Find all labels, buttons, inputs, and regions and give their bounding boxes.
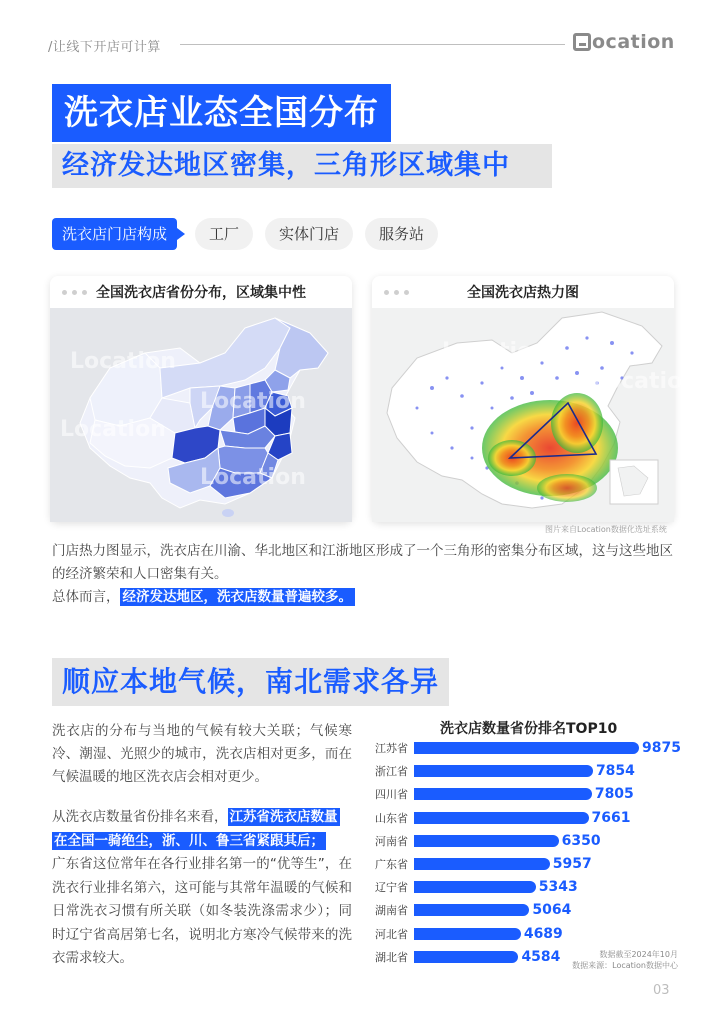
sub-title: 经济发达地区密集，三角形区域集中 bbox=[52, 144, 552, 188]
svg-text:Location: Location bbox=[592, 369, 698, 394]
bar-row bbox=[372, 786, 634, 802]
bar-row bbox=[372, 856, 592, 872]
conclusion-prefix: 总体而言， bbox=[52, 589, 120, 605]
bar-row bbox=[372, 879, 578, 895]
bar-mark bbox=[414, 812, 589, 824]
bar-row bbox=[372, 949, 560, 965]
paragraph-line: 门店热力图显示，洗衣店在川渝、华北地区和江浙地区形成了一个三角形的密集分布区域，这与这些地区的经济繁荣和人口密集有关。 bbox=[52, 543, 673, 582]
paragraph-conclusion bbox=[52, 586, 677, 609]
bar-value-label: 4689 bbox=[523, 925, 563, 942]
bar-value-label: 5957 bbox=[552, 856, 592, 872]
conclusion-highlight: 经济发达地区，洗衣店数量普遍较多。 bbox=[120, 588, 356, 606]
bar-mark bbox=[414, 951, 518, 963]
tab-factory[interactable]: 工厂 bbox=[195, 218, 253, 250]
tab-service-station[interactable]: 服务站 bbox=[365, 218, 438, 250]
svg-text:Location: Location bbox=[442, 339, 548, 364]
main-title: 洗衣店业态全国分布 bbox=[52, 84, 391, 142]
svg-text:Location: Location bbox=[200, 389, 306, 414]
bar-category-label: 河北省 bbox=[375, 927, 408, 941]
section-title: 顺应本地气候，南北需求各异 bbox=[52, 658, 449, 706]
header-tagline: /让线下开店可计算 bbox=[48, 40, 161, 55]
ranking-highlight-b: 在全国一骑绝尘，浙、川、鲁三省紧跟其后； bbox=[54, 832, 324, 849]
bar-row bbox=[372, 833, 601, 849]
card-title: 全国洗衣店省份分布，区域集中性 bbox=[96, 285, 306, 301]
bar-value-label: 7805 bbox=[594, 786, 634, 803]
bar-value-label: 5064 bbox=[532, 902, 572, 919]
image-source-caption: 图片来自Location数据化选址系统 bbox=[545, 525, 667, 534]
bar-mark bbox=[414, 904, 529, 916]
tab-physical-store[interactable]: 实体门店 bbox=[265, 218, 353, 250]
bar-mark bbox=[414, 742, 639, 754]
svg-text:Location: Location bbox=[200, 465, 306, 490]
bar-value-label: 4584 bbox=[521, 948, 561, 965]
bar-row bbox=[372, 740, 681, 756]
svg-text:Location: Location bbox=[70, 349, 176, 374]
ranking-rest: 广东省这位常年在各行业排名第一的“优等生”，在洗衣行业排名第六，这可能与其常年温暖的气候和日常洗衣习惯有所关联（如冬装洗涤需求少）；同时辽宁省高居第七名，说明北方寒冷气候带来的洗衣需求较大。 bbox=[52, 856, 352, 966]
china-choropleth-map bbox=[50, 308, 352, 522]
svg-text:Location: Location bbox=[60, 417, 166, 442]
china-heatmap bbox=[372, 308, 698, 522]
card-header bbox=[50, 276, 352, 308]
bar-mark bbox=[414, 788, 592, 800]
bar-value-label: 9875 bbox=[642, 740, 681, 756]
page-number: 03 bbox=[653, 983, 670, 998]
bar-category-label: 广东省 bbox=[375, 858, 408, 871]
heatmap-card bbox=[372, 276, 698, 522]
province-distribution-card bbox=[50, 276, 352, 522]
bar-mark bbox=[414, 858, 550, 870]
bar-category-label: 辽宁省 bbox=[375, 881, 408, 895]
logo-text: ocation bbox=[592, 31, 675, 53]
bar-category-label: 山东省 bbox=[375, 811, 408, 825]
bar-row bbox=[372, 926, 563, 942]
bar-row bbox=[372, 763, 635, 779]
bar-row bbox=[372, 902, 571, 918]
bar-mark bbox=[414, 928, 521, 940]
bar-row bbox=[372, 810, 631, 826]
bar-category-label: 湖北省 bbox=[375, 950, 408, 964]
chart-source-note bbox=[566, 949, 678, 971]
ranking-highlight-a: 江苏省洗衣店数量 bbox=[229, 809, 338, 825]
ranking-prefix: 从洗衣店数量省份排名来看， bbox=[52, 809, 228, 825]
bar-value-label: 5343 bbox=[538, 879, 578, 896]
intro-paragraph bbox=[52, 540, 677, 609]
bar-value-label: 6350 bbox=[561, 832, 601, 849]
logo-mark-icon bbox=[573, 33, 591, 51]
location-logo bbox=[573, 31, 675, 53]
category-tabs bbox=[52, 218, 438, 250]
tab-store-composition[interactable]: 洗衣店门店构成 bbox=[52, 218, 177, 250]
bar-category-label: 湖南省 bbox=[375, 904, 408, 918]
bar-category-label: 四川省 bbox=[375, 788, 408, 802]
chart-title: 洗衣店数量省份排名TOP10 bbox=[440, 721, 618, 737]
bar-mark bbox=[414, 835, 559, 847]
bar-category-label: 浙江省 bbox=[375, 765, 408, 779]
data-date-note: 数据截至2024年10月 bbox=[599, 950, 678, 959]
bar-value-label: 7854 bbox=[595, 763, 635, 780]
card-header bbox=[372, 276, 674, 308]
data-source-note: 数据来源：Location数据中心 bbox=[572, 961, 678, 970]
bar-category-label: 河南省 bbox=[375, 834, 408, 848]
header-divider bbox=[180, 44, 565, 45]
card-title: 全国洗衣店热力图 bbox=[467, 285, 579, 301]
climate-paragraph: 洗衣店的分布与当地的气候有较大关联；气候寒冷、潮湿、光照少的城市，洗衣店相对更多，而在气候温暖的地区洗衣店会相对更少。 bbox=[52, 723, 352, 785]
bar-value-label: 7661 bbox=[591, 809, 631, 826]
bar-category-label: 江苏省 bbox=[375, 742, 408, 755]
bar-mark bbox=[414, 881, 536, 893]
ranking-paragraph bbox=[52, 806, 352, 971]
bar-mark bbox=[414, 765, 593, 777]
